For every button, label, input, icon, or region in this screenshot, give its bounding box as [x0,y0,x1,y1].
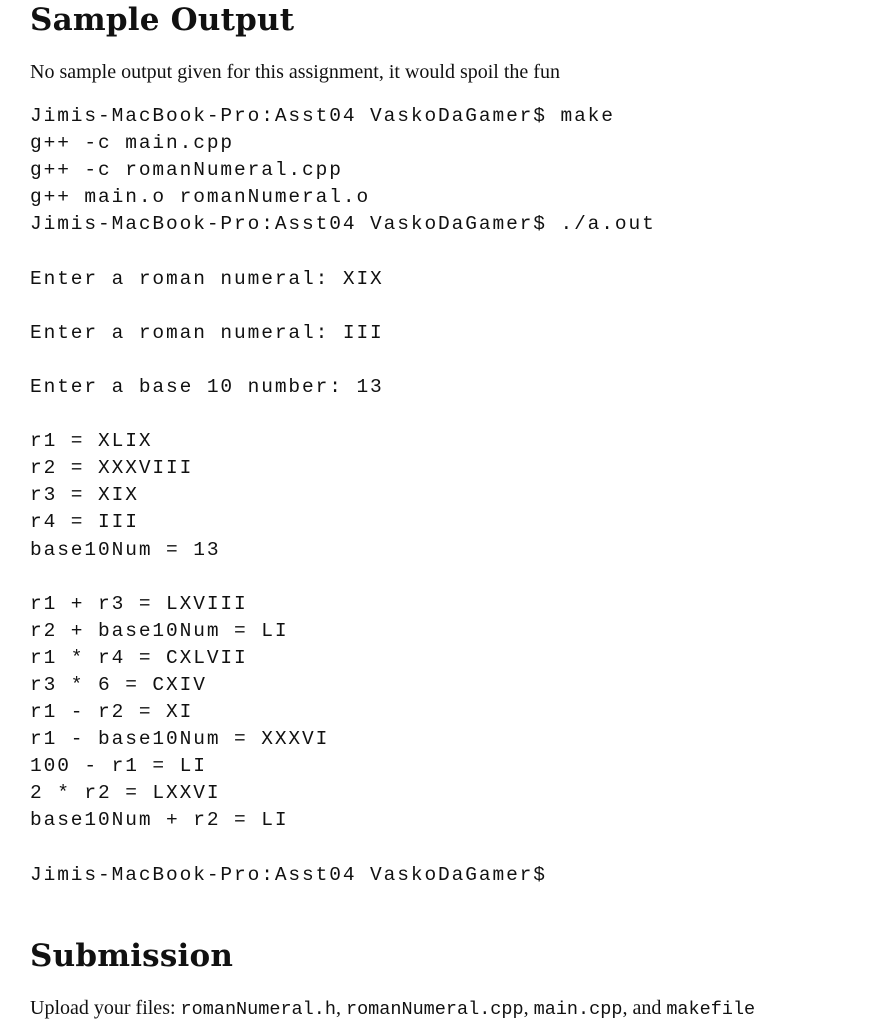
terminal-line [30,293,656,320]
terminal-line: r1 - base10Num = XXXVI [30,728,330,751]
section-heading-submission: Submission [30,938,234,974]
terminal-line: r1 + r3 = LXVIII [30,592,248,615]
file-name: romanNumeral.cpp [345,999,524,1020]
terminal-line [30,238,656,265]
file-name: romanNumeral.h [180,999,336,1020]
sample-output-intro: No sample output given for this assignment, it would spoil the fun [30,61,560,83]
file-name: main.cpp [533,999,623,1020]
terminal-line: base10Num = 13 [30,538,221,561]
conjunction: and [632,997,662,1019]
terminal-line: g++ -c romanNumeral.cpp [30,159,343,182]
terminal-output [30,103,656,889]
separator: , [622,997,633,1019]
terminal-line: r1 - r2 = XI [30,701,194,724]
terminal-line: r1 * r4 = CXLVII [30,646,248,669]
submission-instructions [30,997,755,1020]
terminal-line: g++ -c main.cpp [30,132,235,155]
terminal-line: r3 = XIX [30,484,139,507]
terminal-line: r2 = XXXVIII [30,457,194,480]
terminal-line: Enter a roman numeral: XIX [30,267,384,290]
terminal-line: r3 * 6 = CXIV [30,673,207,696]
terminal-line: r4 = III [30,511,139,534]
terminal-line: Jimis-MacBook-Pro:Asst04 VaskoDaGamer$ make [30,105,615,127]
terminal-line [30,564,656,591]
submission-text: Upload your files: [30,997,181,1019]
separator: , [335,997,346,1019]
terminal-line: r1 = XLIX [30,430,153,453]
separator: , [523,997,534,1019]
terminal-line: base10Num + r2 = LI [30,809,289,832]
terminal-line: Enter a roman numeral: III [30,321,384,344]
terminal-line [30,835,656,862]
section-heading-sample-output: Sample Output [30,2,295,38]
terminal-line [30,401,656,428]
terminal-line: r2 + base10Num = LI [30,619,289,642]
terminal-line: Enter a base 10 number: 13 [30,375,384,398]
file-name: makefile [666,999,756,1020]
terminal-line: g++ main.o romanNumeral.o [30,186,371,209]
terminal-line: 2 * r2 = LXXVI [30,782,221,805]
terminal-line: Jimis-MacBook-Pro:Asst04 VaskoDaGamer$ [30,863,547,886]
terminal-line: 100 - r1 = LI [30,755,207,778]
terminal-line: Jimis-MacBook-Pro:Asst04 VaskoDaGamer$ ./a.out [30,213,656,236]
terminal-line [30,347,656,374]
